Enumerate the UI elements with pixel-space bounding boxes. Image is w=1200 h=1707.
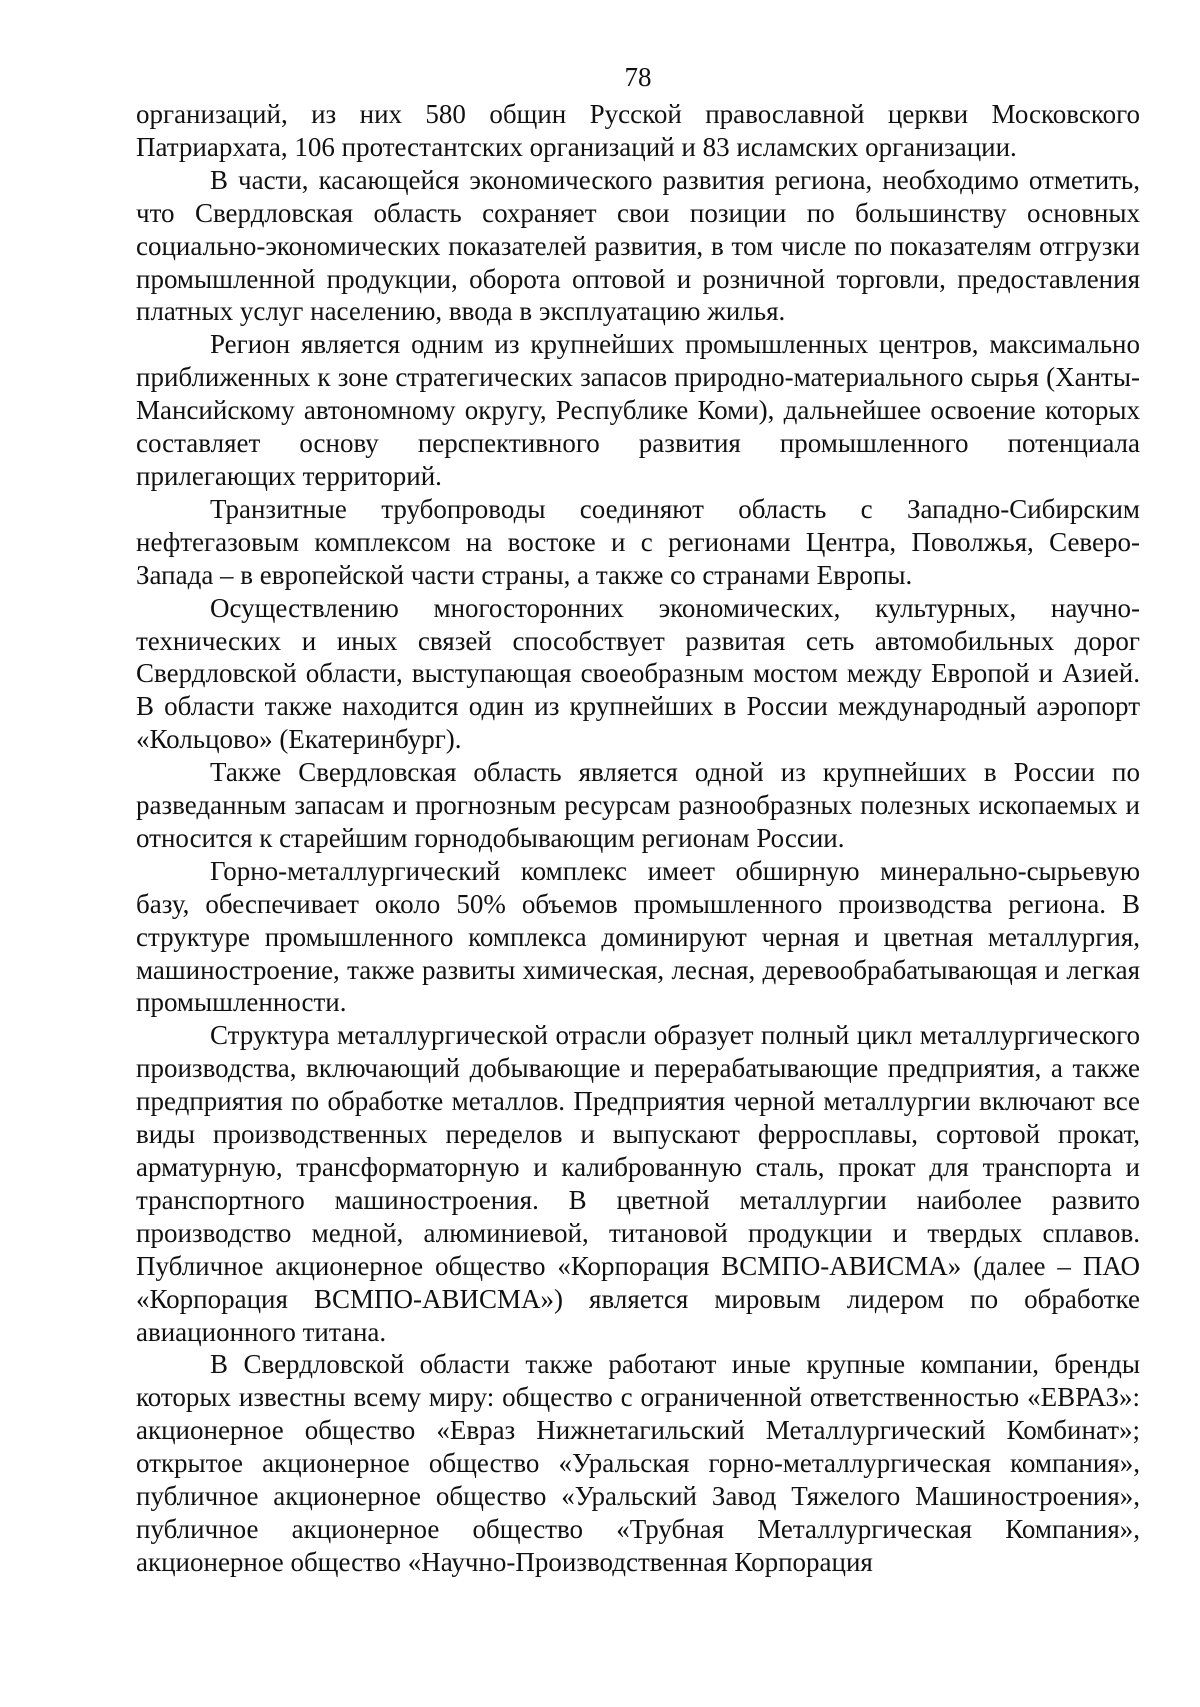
paragraph-4: Транзитные трубопроводы соединяют область с Западно-Сибирским нефтегазовым комплексом на востоке и с регионами Центра, Поволжья, Северо-Запада – в европейской части страны, а также со странами Европы. [136,493,1140,590]
paragraph-1: организаций, из них 580 общин Русской православной церкви Московского Патриархата, 106 протестантских организаций и 83 исламских организации. [136,99,1140,162]
paragraph-5: Осуществлению многосторонних экономических, культурных, научно-технических и иных связей способствует развитая сеть автомобильных дорог Свердловской области, выступающая своеобразным мостом между Европой и Азией. В области также находится один из крупнейших в России международный аэропорт «Кольцово» (Екатеринбург). [136,592,1140,755]
paragraph-8: Структура металлургической отрасли образует полный цикл металлургического производства, включающий добывающие и перерабатывающие предприятия, а также предприятия по обработке металлов. Предприятия черной металлургии включают все виды производственных переделов и выпускают ферросплавы, сортовой прокат, арматурную, трансформаторную и калиброванную сталь, прокат для транспорта и транспортного машиностроения. В цветной металлургии наиболее развито производство медной, алюминиевой, титановой продукции и твердых сплавов. Публичное акционерное общество «Корпорация ВСМПО-АВИСМА» (далее – ПАО «Корпорация ВСМПО-АВИСМА») является мировым лидером по обработке авиационного титана. [136,1020,1140,1347]
paragraph-2: В части, касающейся экономического развития региона, необходимо отметить, что Свердловская область сохраняет свои позиции по большинству основных социально-экономических показателей развития, в том числе по показателям отгрузки промышленной продукции, оборота оптовой и розничной торговли, предоставления платных услуг населению, ввода в эксплуатацию жилья. [136,164,1140,327]
page-number: 78 [624,62,652,92]
paragraph-7: Горно-металлургический комплекс имеет обширную минерально-сырьевую базу, обеспечивает около 50% объемов промышленного производства региона. В структуре промышленного комплекса доминируют черная и цветная металлургия, машиностроение, также развиты химическая, лесная, деревообрабатывающая и легкая промышленности. [136,855,1140,1018]
paragraph-6: Также Свердловская область является одной из крупнейших в России по разведанным запасам и прогнозным ресурсам разнообразных полезных ископаемых и относится к старейшим горнодобывающим регионам России. [136,757,1140,853]
paragraph-3: Регион является одним из крупнейших промышленных центров, максимально приближенных к зоне стратегических запасов природно-материального сырья (Ханты-Мансийскому автономному округу, Республике Коми), дальнейшее освоение которых составляет основу перспективного развития промышленного потенциала прилегающих территорий. [136,329,1140,491]
paragraph-9: В Свердловской области также работают иные крупные компании, бренды которых известны всему миру: общество с ограниченной ответственностью «ЕВРАЗ»: акционерное общество «Евраз Нижнетагильский Металлургический Комбинат»; открытое акционерное общество «Уральская горно-металлургическая компания», публичное акционерное общество «Уральский Завод Тяжелого Машиностроения», публичное акционерное общество «Трубная Металлургическая Компания», акционерное общество «Научно-Производственная Корпорация [136,1349,1140,1577]
